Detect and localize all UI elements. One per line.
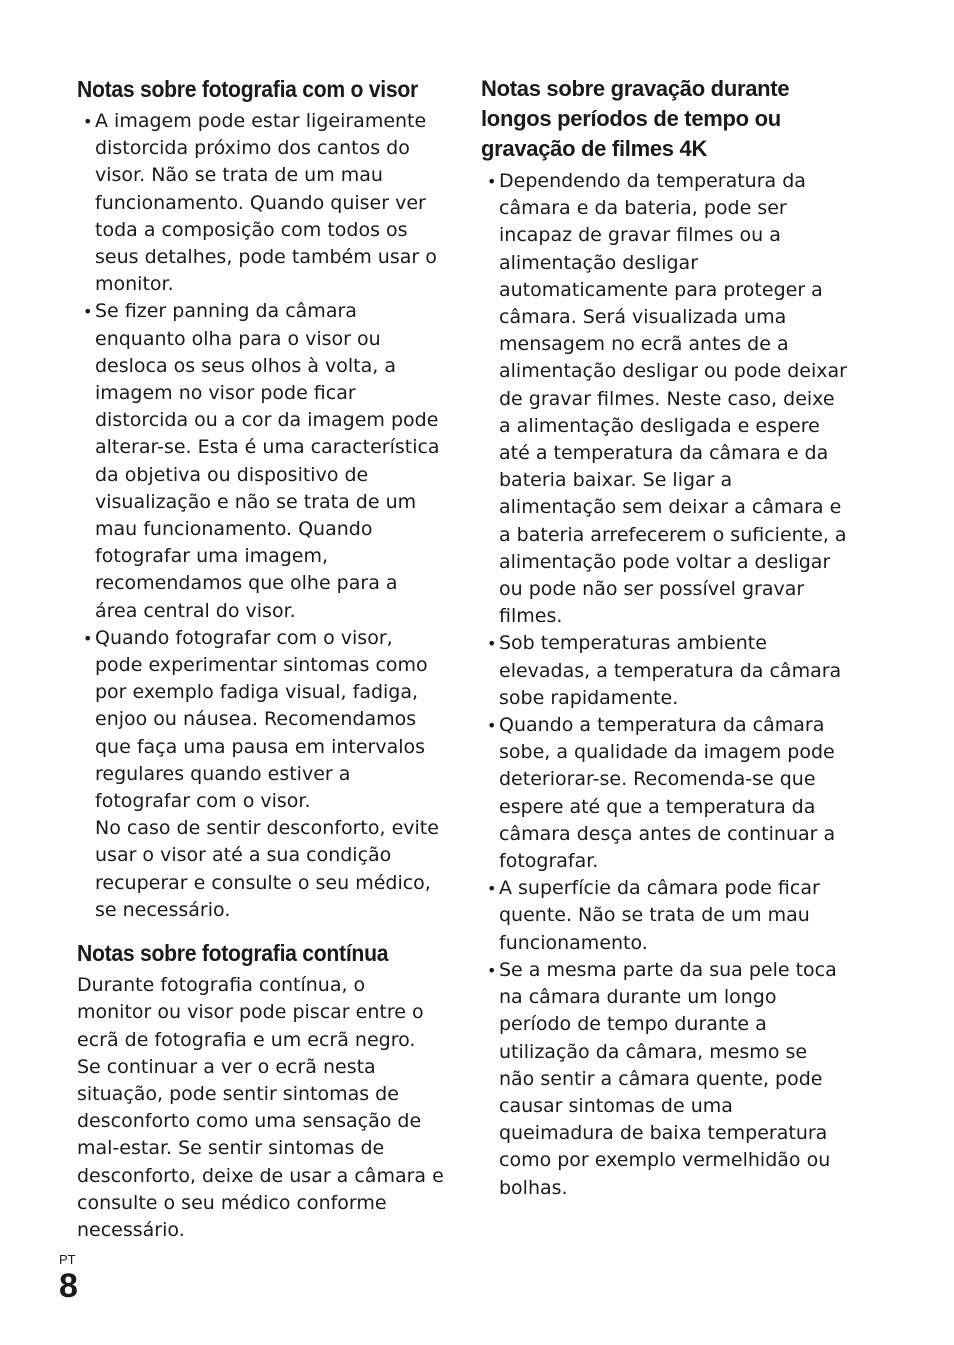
section-title-viewfinder: Notas sobre fotografia com o visor	[77, 76, 419, 102]
section-title-recording: Notas sobre gravação durante longos períodos de tempo ou gravação de filmes 4K	[481, 76, 790, 161]
list-item	[481, 957, 847, 1202]
list-item	[481, 875, 847, 957]
list-item-text: Sob temperaturas ambiente elevadas, a temperatura da câmara sobe rapidamente.	[499, 632, 842, 709]
bullet-icon: •	[83, 112, 93, 131]
bullet-icon: •	[487, 634, 497, 654]
bullet-icon: •	[487, 879, 497, 899]
language-code: PT	[59, 1252, 76, 1267]
bullet-icon: •	[487, 716, 497, 736]
continuous-shooting-body: Durante fotografia contínua, o monitor ou visor pode piscar entre o ecrã de fotografia e um ecrã negro. Se continuar a ver o ecrã nesta situação, pode sentir sintomas de desconforto como uma sensação de mal-estar. Se sentir sintomas de desconforto, deixe de usar a câmara e consulte o seu médico conforme necessário.	[77, 974, 444, 1241]
list-item	[77, 625, 445, 924]
list-item	[481, 712, 847, 875]
page-number: 8	[59, 1267, 78, 1305]
continuous-shooting-section	[77, 938, 445, 1244]
list-item-text: Dependendo da temperatura da câmara e da bateria, pode ser incapaz de gravar filmes ou a alimentação desligar automaticamente para proteger a câmara. Será visualizada uma mensagem no ecrã antes de a alimentação desligar ou pode deixar de gravar filmes. Neste caso, deixe a alimentação desligada e espere até a temperatura da câmara e da bateria baixar. Se ligar a alimentação sem deixar a câmara e a bateria arrefecerem o suficiente, a alimentação pode voltar a desligar ou pode não ser possível gravar filmes.	[499, 170, 847, 628]
list-item-text: Quando a temperatura da câmara sobe, a qualidade da imagem pode deteriorar-se. Recomenda-se que espere até que a temperatura da câmara desça antes de continuar a fotografar.	[499, 714, 836, 873]
list-item-text: A superfície da câmara pode ficar quente. Não se trata de um mau funcionamento.	[499, 877, 820, 954]
page-footer	[59, 1252, 78, 1304]
list-item-text: Se fizer panning da câmara enquanto olha para o visor ou desloca os seus olhos à volta, a imagem no visor pode ficar distorcida ou a cor da imagem pode alterar-se. Esta é uma característica da objetiva ou dispositivo de visualização e não se trata de um mau funcionamento. Quando fotografar uma imagem, recomendamos que olhe para a área central do visor.	[95, 300, 440, 622]
bullet-icon: •	[487, 172, 497, 191]
left-column	[77, 74, 445, 1244]
right-column	[481, 74, 847, 1202]
section-title-continuous: Notas sobre fotografia contínua	[77, 940, 389, 967]
list-item-text: A imagem pode estar ligeiramente distorcida próximo dos cantos do visor. Não se trata de um mau funcionamento. Quando quiser ver toda a composição com todos os seus detalhes, pode também usar o monitor.	[95, 110, 437, 296]
list-item	[481, 168, 847, 630]
bullet-icon: •	[83, 302, 93, 322]
list-item	[77, 108, 445, 298]
list-item-text: Se a mesma parte da sua pele toca na câmara durante um longo período de tempo durante a utilização da câmara, mesmo se não sentir a câmara quente, pode causar sintomas de uma queimadura de baixa temperatura como por exemplo vermelhidão ou bolhas.	[499, 958, 837, 1199]
bullet-icon: •	[83, 628, 93, 648]
list-item	[77, 298, 445, 624]
list-item	[481, 630, 847, 712]
bullet-icon: •	[487, 960, 497, 980]
list-item-followup: No caso de sentir desconforto, evite usar o visor até a sua condição recuperar e consulte o seu médico, se necessário.	[95, 817, 439, 921]
recording-notes-list	[481, 168, 847, 1202]
list-item-text: Quando fotografar com o visor, pode experimentar sintomas como por exemplo fadiga visual, fadiga, enjoo ou náusea. Recomendamos que faça uma pausa em intervalos regulares quando estiver a fotografar com o visor.	[95, 626, 428, 813]
viewfinder-notes-list	[77, 108, 445, 924]
